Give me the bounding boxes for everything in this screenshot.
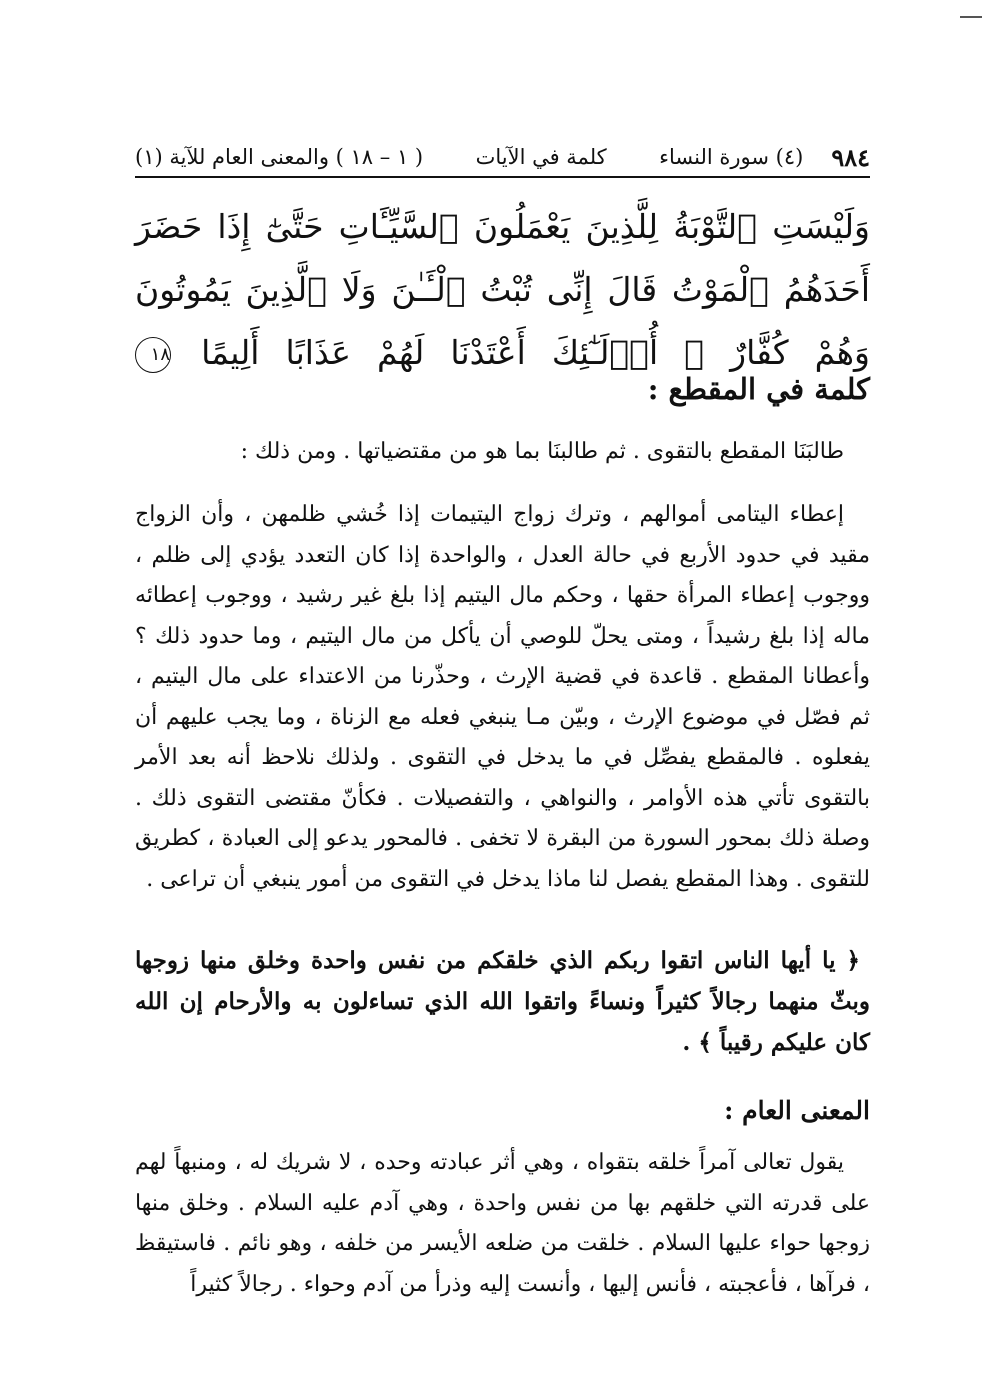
header-rule xyxy=(135,176,870,178)
intro-paragraph: طالبَنَا المقطع بالتقوى . ثم طالبنَا بما هو من مقتضياتها . ومن ذلك : xyxy=(240,439,844,464)
running-header xyxy=(135,140,870,174)
page-number: ٩٨٤ xyxy=(831,142,870,172)
verse-number-mark: ١٨ xyxy=(135,337,171,373)
section-heading: كلمة في المقطع : xyxy=(647,372,870,406)
quote-close-bracket: ﴾ . xyxy=(682,1029,712,1056)
running-header-right xyxy=(659,143,870,172)
quote-open-bracket: ﴿ xyxy=(846,947,860,974)
verse-text: وَلَيْسَتِ ٱلتَّوْبَةُ لِلَّذِينَ يَعْمَلُونَ ٱلسَّيِّـَٔاتِ حَتَّىٰٓ إِذَا حَضَرَ أَحَدَهُمُ ٱلْمَوْتُ قَالَ إِنِّى تُبْتُ ٱلْـَٔـٰنَ وَلَا ٱلَّذِينَ يَمُوتُونَ وَهُمْ كُفَّارٌ ۚ أُو۟لَـٰٓئِكَ أَعْتَدْنَا لَهُمْ عَذَابًا أَلِيمًا xyxy=(135,207,870,372)
corner-mark xyxy=(960,16,982,18)
section-title: كلمة في الآيات xyxy=(475,145,607,169)
meaning-paragraph: يقول تعالى آمراً خلقه بتقواه ، وهي أثر عبادته وحده ، لا شريك له ، ومنبهاً لهم على قدرته التي خلقهم بها من نفس واحدة ، وهي آدم عليه السلام . وخلق منها زوجها حواء عليها السلام . خلقت من ضلعه الأيسر من خلفه ، وهو نائم . فاستيقظ ، فرآها ، فأعجبته ، فأنس إليها ، وأنست إليه وذرأ من آدم وحواء . رجالاً كثيراً xyxy=(135,1150,870,1297)
surah-title: (٤) سورة النساء xyxy=(659,145,804,169)
verse-range: ( ١ – ١٨ ) والمعنى العام للآية (١) xyxy=(135,145,424,169)
quran-verse xyxy=(135,195,870,384)
quote-text: يا أيها الناس اتقوا ربكم الذي خلقكم من نفس واحدة وخلق منها زوجها وبثّ منهما رجالاً كثيراً ونساءً واتقوا الله الذي تساءلون به والأرحام إن الله كان عليكم رقيباً xyxy=(135,947,870,1056)
quoted-verse xyxy=(135,940,870,1063)
body-paragraph: إعطاء اليتامى أموالهم ، وترك زواج اليتيمات إذا خُشي ظلمهن ، وأن الزواج مقيد في حدود الأربع في حالة العدل ، والواحدة إذا كان التعدد يؤدي إلى ظلم ، ووجوب إعطاء المرأة حقها ، وحكم مال اليتيم إذا بلغ غير رشيد ، ووجوب إعطائه ماله إذا بلغ رشيداً ، ومتى يحلّ للوصي أن يأكل من مال اليتيم ، وما حدود ذلك ؟ وأعطانا المقطع . قاعدة في قضية الإرث ، وحذّرنا من الاعتداء على مال اليتيم ، ثم فصّل في موضوع الإرث ، وبيّن مـا ينبغي فعله مع الزناة ، وما يجب عليهم أن يفعلوه . فالمقطع يفصِّل في ما يدخل في التقوى . ولذلك نلاحظ أنه بعد الأمر بالتقوى تأتي هذه الأوامر ، والنواهي ، والتفصيلات . فكأنّ مقتضى التقوى ذلك . وصلة ذلك بمحور السورة من البقرة لا تخفى . فالمحور يدعو إلى العبادة ، كطريق للتقوى . وهذا المقطع يفصل لنا ماذا يدخل في التقوى من أمور ينبغي أن تراعى . xyxy=(135,502,870,892)
general-meaning-heading: المعنى العام : xyxy=(724,1096,870,1125)
